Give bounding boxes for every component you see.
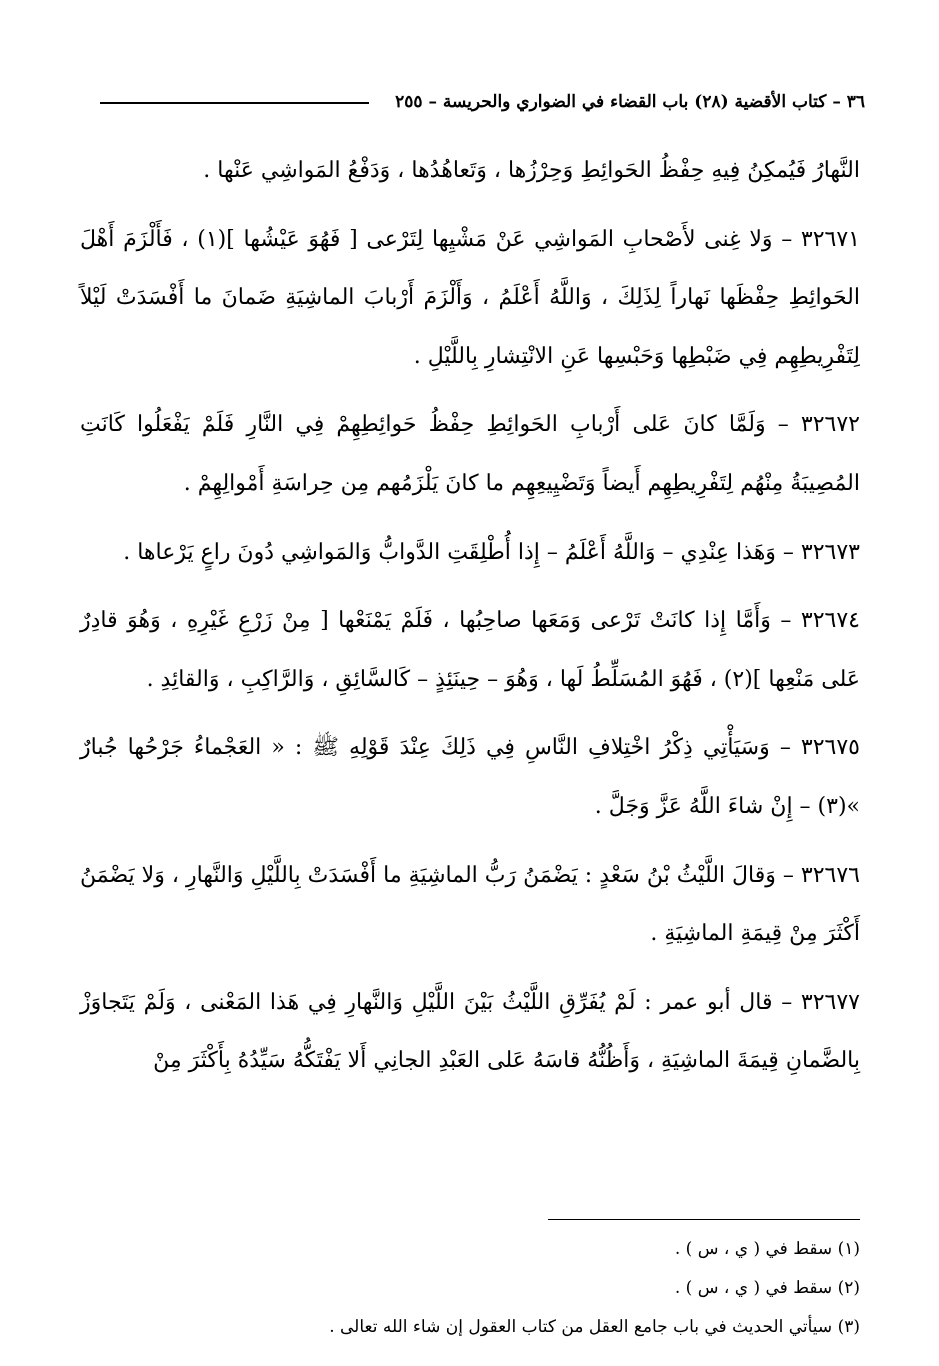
header-rule xyxy=(100,102,369,104)
paragraph: ٣٢٦٧٦ – وَقالَ اللَّيْثُ بْنُ سَعْدٍ : يَضْمَنُ رَبُّ الماشِيَةِ ما أَفْسَدَتْ بِاللَّيْلِ وَالنَّهارِ ، وَلا يَضْمَنُ أَكْثَرَ مِنْ قِيمَةِ الماشِيَةِ . xyxy=(80,862,860,947)
paragraph: ٣٢٦٧٥ – وَسَيَأْتِي ذِكْرُ اخْتِلافِ النَّاسِ فِي ذَلِكَ عِنْدَ قَوْلِهِ ﷺ : « العَجْماءُ جَرْحُها جُبارٌ »(٣) – إِنْ شاءَ اللَّهُ عَزَّ وَجَلَّ . xyxy=(80,735,860,819)
paragraph: ٣٢٦٧١ – وَلا غِنى لأَصْحابِ المَواشِي عَنْ مَشْيِها لِتَرْعى [ فَهُوَ عَيْشُها ](١) ، فَأَلْزَمَ أَهْلَ الحَوائِطِ حِفْظَها نَهاراً لِذَلِكَ ، وَاللَّهُ أَعْلَمُ ، وَأَلْزَمَ أَرْبابَ الماشِيَةِ ضَمانَ ما أَفْسَدَتْ لَيْلاً لِتَفْرِيطِهِم فِي ضَبْطِها وَحَبْسِها عَنِ الانْتِشارِ بِاللَّيْلِ . xyxy=(80,226,860,369)
footnote: (٣) سيأتي الحديث في باب جامع العقل من كتاب العقول إن شاء الله تعالى . xyxy=(329,1317,860,1337)
paragraph: ٣٢٦٧٢ – وَلَمَّا كانَ عَلى أَرْبابِ الحَوائِطِ حِفْظُ حَوائِطِهِمْ فِي النَّارِ فَلَمْ يَفْعَلُوا كَانَتِ المُصِيبَةُ مِنْهُم لِتَفْرِيطِهِم أَيضاً وَتَضْيِيعِهِم ما كانَ يَلْزَمُهم مِن حِراسَةِ أَمْوالِهِمْ . xyxy=(80,412,860,496)
footnotes xyxy=(80,1230,860,1347)
paragraph: ٣٢٦٧٣ – وَهَذا عِنْدِي – وَاللَّهُ أَعْلَمُ – إِذا أُطْلِقَتِ الدَّوابُّ وَالمَواشِي دُونَ راعٍ يَرْعاها . xyxy=(123,539,860,565)
footnote-separator xyxy=(548,1219,860,1220)
header-text: ٣٦ – كتاب الأقضية (٢٨) باب القضاء في الضواري والحريسة – ٢٥٥ xyxy=(395,92,865,112)
paragraph: ٣٢٦٧٤ – وَأَمَّا إِذا كانَتْ تَرْعى وَمَعَها صاحِبُها ، فَلَمْ يَمْنَعْها [ مِنْ زَرْعِ غَيْرِهِ ، وَهُوَ قادِرٌ عَلى مَنْعِها ](٢) ، فَهُوَ المُسَلِّطُ لَها ، وَهُوَ – حِينَئِذٍ – كَالسَّائِقِ ، وَالرَّاكِبِ ، وَالقائِدِ . xyxy=(80,608,860,692)
footnote: (١) سقط في ( ي ، س ) . xyxy=(674,1239,860,1259)
running-header xyxy=(100,82,865,112)
main-text xyxy=(80,142,860,1091)
footnote: (٢) سقط في ( ي ، س ) . xyxy=(674,1278,860,1298)
paragraph: ٣٢٦٧٧ – قال أبو عمر : لَمْ يُفَرِّقِ اللَّيْثُ بَيْنَ اللَّيْلِ وَالنَّهارِ فِي هَذا المَعْنى ، وَلَمْ يَتَجاوَزْ بِالضَّمانِ قِيمَةَ الماشِيَةِ ، وَأَظُنُّهُ قاسَهُ عَلى العَبْدِ الجانِي أَلا يَفْتَكُّهُ سَيِّدُهُ بِأَكْثَرَ مِنْ xyxy=(80,989,860,1074)
paragraph: النَّهارُ فَيُمكِنُ فِيهِ حِفْظُ الحَوائِطِ وَحِرْزُها ، وَتَعاهُدُها ، وَدَفْعُ المَواشِي عَنْها . xyxy=(203,158,860,183)
